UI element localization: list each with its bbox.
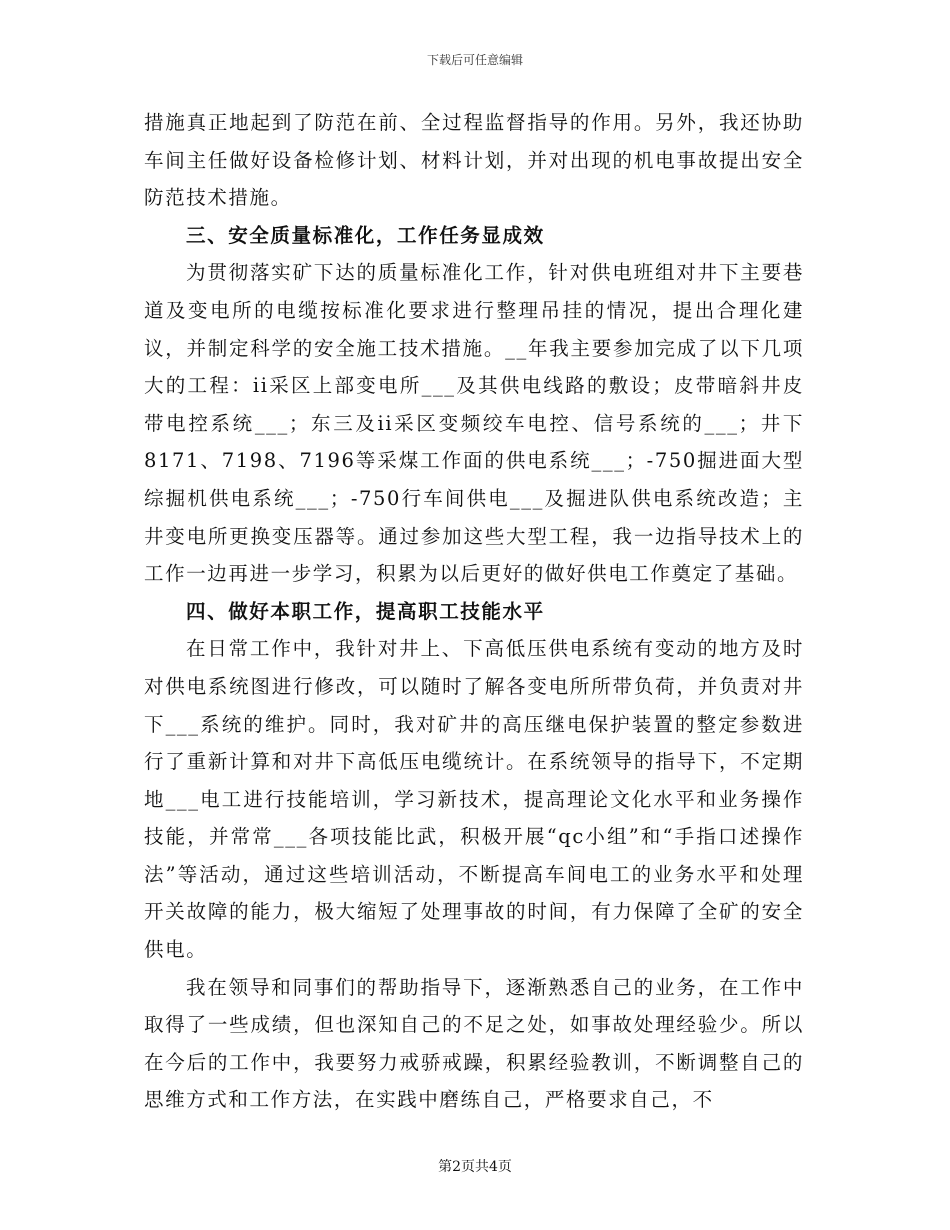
page-header-note: 下载后可任意编辑 xyxy=(426,53,523,67)
paragraph-daily-work: 在日常工作中，我针对井上、下高低压供电系统有变动的地方及时对供电系统图进行修改，可以随时了解各变电所所带负荷，并负责对井下___系统的维护。同时，我对矿井的高压继电保护装置的整定参数进行了重新计算和对井下高低压电缆统计。在系统领导的指导下，不定期地___电工进行技能培训，学习新技术，提高理论文化水平和业务操作技能，并常常___各项技能比武，积极开展“qc小组”和“手指口述操作法”等活动，通过这些培训活动，不断提高车间电工的业务水平和处理开关故障的能力，极大缩短了处理事故的时间，有力保障了全矿的安全供电。 xyxy=(144,637,804,962)
paragraph-conclusion: 我在领导和同事们的帮助指导下，逐渐熟悉自己的业务，在工作中取得了一些成绩，但也深知自己的不足之处，如事故处理经验少。所以在今后的工作中，我要努力戒骄戒躁，积累经验教训，不断调整自己的思维方式和工作方法，在实践中磨练自己，严格要求自己，不 xyxy=(144,975,804,1112)
document-body xyxy=(144,104,804,1119)
section-heading-4: 四、做好本职工作，提高职工技能水平 xyxy=(186,599,545,623)
paragraph-quality-standardization: 为贯彻落实矿下达的质量标准化工作，针对供电班组对井下主要巷道及变电所的电缆按标准化要求进行整理吊挂的情况，提出合理化建议，并制定科学的安全施工技术措施。__年我主要参加完成了以下几项大的工程：ii采区上部变电所___及其供电线路的敷设；皮带暗斜井皮带电控系统___；东三及ii采区变频绞车电控、信号系统的___；井下8171、7198、7196等采煤工作面的供电系统___；-750掘进面大型综掘机供电系统___；-750行车间供电___及掘进队供电系统改造；主井变电所更换变压器等。通过参加这些大型工程，我一边指导技术上的工作一边再进一步学习，积累为以后更好的做好供电工作奠定了基础。 xyxy=(144,261,804,586)
page-number-footer: 第2页共4页 xyxy=(438,1159,512,1175)
section-heading-3: 三、安全质量标准化，工作任务显成效 xyxy=(186,223,545,247)
paragraph-continuation: 措施真正地起到了防范在前、全过程监督指导的作用。另外，我还协助车间主任做好设备检修计划、材料计划，并对出现的机电事故提出安全防范技术措施。 xyxy=(144,111,804,210)
